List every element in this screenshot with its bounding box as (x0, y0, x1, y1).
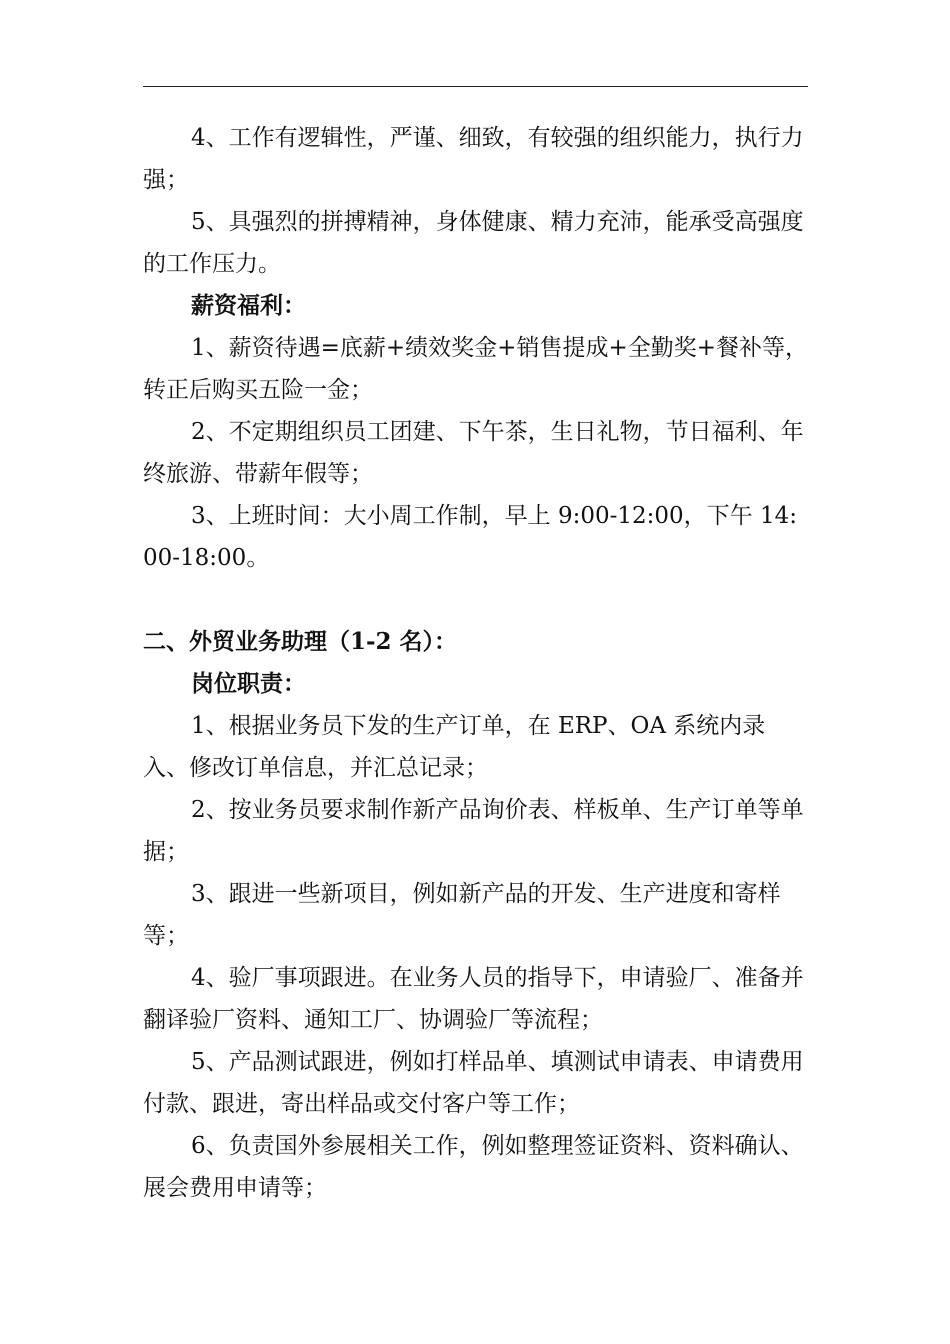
duties-heading: 岗位职责： (191, 670, 306, 697)
benefit-item: 2、不定期组织员工团建、下午茶，生日礼物，节日福利、年终旅游、带薪年假等； (143, 419, 804, 487)
duty-item: 3、跟进一些新项目，例如新产品的开发、生产进度和寄样等； (143, 881, 781, 949)
benefit-item: 1、薪资待遇=底薪+绩效奖金+销售提成+全勤奖+餐补等，转正后购买五险一金； (143, 335, 808, 403)
duty-item: 4、验厂事项跟进。在业务人员的指导下，申请验厂、准备并翻译验厂资料、通知工厂、协调验厂等流程； (143, 965, 804, 1033)
header-rule (143, 86, 808, 87)
duty-item: 6、负责国外参展相关工作，例如整理签证资料、资料确认、展会费用申请等； (143, 1133, 804, 1201)
benefits-heading: 薪资福利： (191, 292, 306, 319)
document-body (143, 117, 808, 1209)
duty-item: 2、按业务员要求制作新产品询价表、样板单、生产订单等单据； (143, 797, 804, 865)
requirement-item: 4、工作有逻辑性，严谨、细致，有较强的组织能力，执行力强； (143, 125, 804, 193)
duty-item: 1、根据业务员下发的生产订单，在 ERP、OA 系统内录入、修改订单信息，并汇总记录； (143, 713, 766, 781)
requirement-item: 5、具强烈的拼搏精神，身体健康、精力充沛，能承受高强度的工作压力。 (143, 209, 804, 277)
section-title: 二、外贸业务助理（1-2 名）： (143, 628, 458, 655)
benefit-item: 3、上班时间：大小周工作制，早上 9:00-12:00，下午 14:00-18:00。 (143, 503, 797, 571)
duty-item: 5、产品测试跟进，例如打样品单、填测试申请表、申请费用付款、跟进，寄出样品或交付客户等工作； (143, 1049, 804, 1117)
